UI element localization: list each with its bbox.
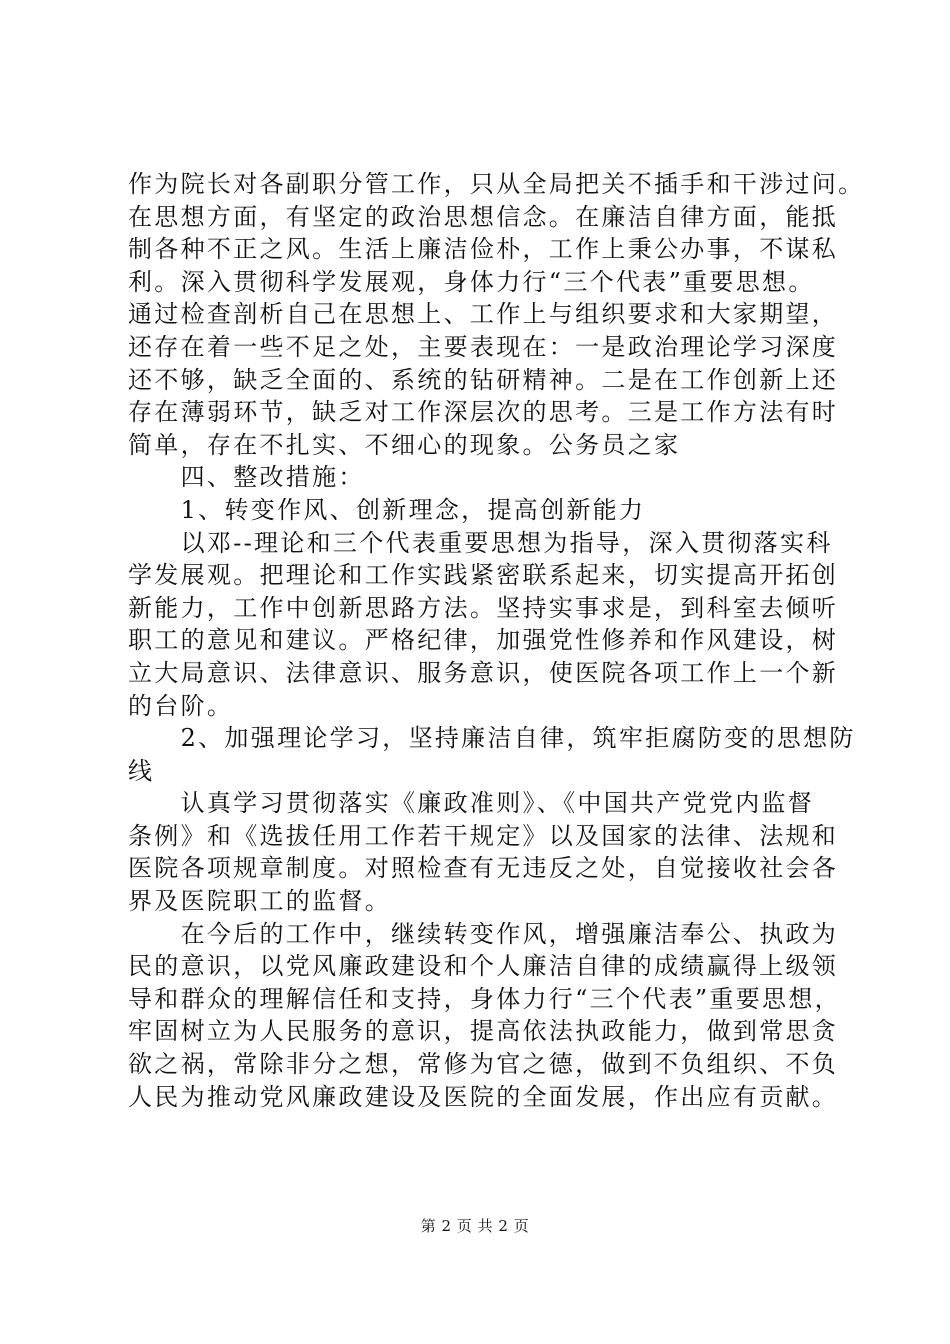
subsection-heading: 线 bbox=[128, 756, 155, 785]
document-body bbox=[128, 168, 865, 1113]
text-line: 条例》和《选拔任用工作若干规定》以及国家的法律、法规和 bbox=[128, 821, 839, 850]
text-line: 在今后的工作中，继续转变作风，增强廉洁奉公、执政为 bbox=[128, 919, 839, 948]
text-line: 简单，存在不扎实、不细心的现象。公务员之家 bbox=[128, 430, 681, 459]
text-line: 还存在着一些不足之处，主要表现在：一是政治理论学习深度 bbox=[128, 332, 839, 361]
text-line: 职工的意见和建议。严格纪律，加强党性修养和作风建设，树 bbox=[128, 626, 839, 655]
text-line: 人民为推动党风廉政建设及医院的全面发展，作出应有贡献。 bbox=[128, 1082, 839, 1111]
text-line: 民的意识，以党风廉政建设和个人廉洁自律的成绩赢得上级领 bbox=[128, 952, 839, 981]
text-line: 存在薄弱环节，缺乏对工作深层次的思考。三是工作方法有时 bbox=[128, 398, 839, 427]
text-line: 医院各项规章制度。对照检查有无违反之处，自觉接收社会各 bbox=[128, 854, 839, 883]
section-heading: 四、整改措施： bbox=[128, 463, 365, 492]
text-line: 通过检查剖析自己在思想上、工作上与组织要求和大家期望， bbox=[128, 300, 839, 329]
text-line: 学发展观。把理论和工作实践紧密联系起来，切实提高开拓创 bbox=[128, 561, 839, 590]
subsection-heading: 1、转变作风、创新理念，提高创新能力 bbox=[128, 495, 646, 524]
text-line: 欲之祸，常除非分之想，常修为官之德，做到不负组织、不负 bbox=[128, 1050, 839, 1079]
text-line: 牢固树立为人民服务的意识，提高依法执政能力，做到常思贪 bbox=[128, 1017, 839, 1046]
text-line: 立大局意识、法律意识、服务意识，使医院各项工作上一个新 bbox=[128, 658, 839, 687]
text-line: 制各种不正之风。生活上廉洁俭朴，工作上秉公办事，不谋私 bbox=[128, 235, 839, 264]
text-line: 利。深入贯彻科学发展观，身体力行“三个代表”重要思想。 bbox=[128, 267, 815, 296]
text-line: 的台阶。 bbox=[128, 691, 234, 720]
text-line: 作为院长对各副职分管工作，只从全局把关不插手和干涉过问。 bbox=[128, 170, 865, 198]
text-line: 还不够，缺乏全面的、系统的钻研精神。二是在工作创新上还 bbox=[128, 365, 839, 394]
page-footer: 第 2 页 共 2 页 bbox=[420, 1217, 530, 1235]
text-line: 界及医院职工的监督。 bbox=[128, 887, 391, 916]
subsection-heading: 2、加强理论学习，坚持廉洁自律，筑牢拒腐防变的思想防 bbox=[128, 724, 856, 753]
text-line: 导和群众的理解信任和支持，身体力行“三个代表”重要思想， bbox=[128, 984, 841, 1013]
text-line: 认真学习贯彻落实《廉政准则》、《中国共产党党内监督 bbox=[128, 789, 815, 818]
text-line: 以邓--理论和三个代表重要思想为指导，深入贯彻落实科 bbox=[128, 528, 833, 557]
text-line: 新能力，工作中创新思路方法。坚持实事求是，到科室去倾听 bbox=[128, 593, 839, 622]
text-line: 在思想方面，有坚定的政治思想信念。在廉洁自律方面，能抵 bbox=[128, 202, 839, 231]
